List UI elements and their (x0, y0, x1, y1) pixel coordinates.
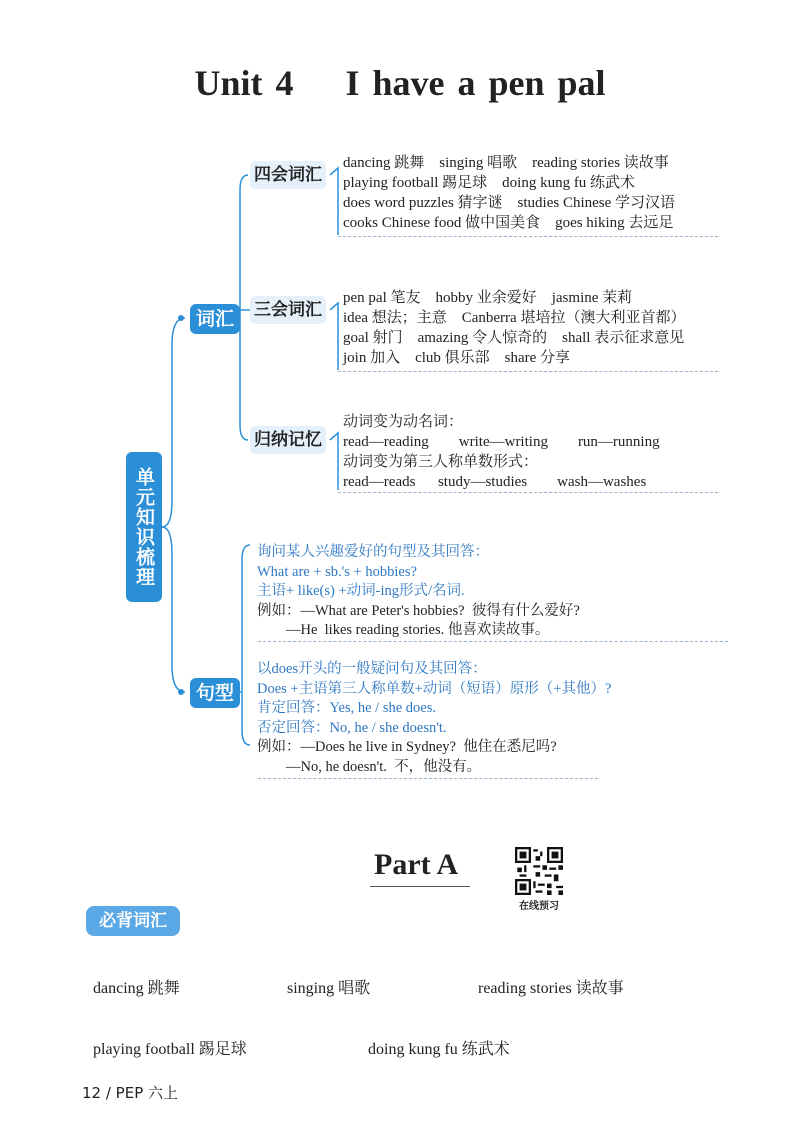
summary-label: 归纳记忆 (250, 426, 326, 454)
divider (338, 371, 718, 372)
does-sentence-block (257, 660, 611, 777)
sentence-line: 以does开头的一般疑问句及其回答： (257, 661, 487, 677)
page-title: Unit 4 I have a pen pal (194, 63, 606, 103)
divider (338, 236, 718, 237)
must-memorize-badge: 必背词汇 (86, 906, 180, 936)
vocab-word: dancing 跳舞 (93, 980, 180, 997)
level4-vocab-label: 四会词汇 (250, 161, 326, 189)
vocab-word: playing football 踢足球 (93, 1041, 247, 1058)
sentence-line: 否定回答：No, he / she doesn't. (257, 719, 447, 736)
qr-caption: 在线预习 (519, 901, 559, 912)
vocab-word: singing 唱歌 (287, 980, 371, 997)
summary-list (343, 412, 660, 492)
sentence-line: —He likes reading stories. 他喜欢读故事。 (257, 622, 550, 638)
divider (258, 778, 598, 779)
divider (338, 492, 718, 493)
summary-line: read—reads study—studies wash—washes (343, 474, 647, 490)
level4-vocab-list (343, 153, 675, 233)
root-node: 单元知识梳理 (126, 452, 162, 602)
sentence-line: 主语+ like(s) +动词-ing形式/名词. (257, 583, 465, 599)
vocab-line: cooks Chinese food 做中国美食 goes hiking 去远足 (343, 215, 674, 231)
vocab-line: pen pal 笔友 hobby 业余爱好 jasmine 茉莉 (343, 290, 633, 306)
level3-vocab-label: 三会词汇 (250, 296, 326, 324)
hobby-sentence-block (257, 543, 580, 641)
vocab-line: idea 想法；主意 Canberra 堪培拉（澳大利亚首都） (343, 310, 686, 326)
vocab-line: goal 射门 amazing 令人惊奇的 shall 表示征求意见 (343, 330, 685, 346)
vocab-line: does word puzzles 猜字谜 studies Chinese 学习汉语 (343, 195, 676, 211)
vocab-line: join 加入 club 俱乐部 share 分享 (343, 350, 571, 366)
qr-code-icon[interactable] (515, 847, 563, 895)
sentence-line: Does +主语第三人称单数+动词（短语）原形（+其他）? (257, 680, 612, 697)
vocab-word: reading stories 读故事 (478, 980, 624, 997)
summary-line: read—reading write—writing run—running (343, 434, 660, 450)
sentence-line: 例如：—What are Peter's hobbies? 彼得有什么爱好? (257, 602, 580, 619)
part-underline (370, 886, 470, 887)
sentence-line: What are + sb.'s + hobbies? (257, 563, 417, 580)
sentence-line: 询问某人兴趣爱好的句型及其回答： (257, 544, 489, 560)
part-title: Part A (374, 848, 459, 881)
vocab-word: doing kung fu 练武术 (368, 1041, 510, 1058)
summary-line: 动词变为动名词： (343, 414, 464, 430)
vocab-line: dancing 跳舞 singing 唱歌 reading stories 读故事 (343, 155, 669, 171)
page-footer: 12 / PEP 六上 (82, 1084, 179, 1102)
sentence-branch: 句型 (190, 678, 240, 708)
sentence-line: —No, he doesn't. 不，他没有。 (257, 758, 482, 775)
vocab-branch: 词汇 (190, 304, 240, 334)
sentence-line: 肯定回答：Yes, he / she does. (257, 700, 436, 716)
divider (258, 641, 728, 642)
sentence-line: 例如：—Does he live in Sydney? 他住在悉尼吗? (257, 739, 557, 755)
summary-line: 动词变为第三人称单数形式： (343, 454, 539, 470)
level3-vocab-list (343, 288, 685, 368)
vocab-line: playing football 踢足球 doing kung fu 练武术 (343, 175, 636, 191)
